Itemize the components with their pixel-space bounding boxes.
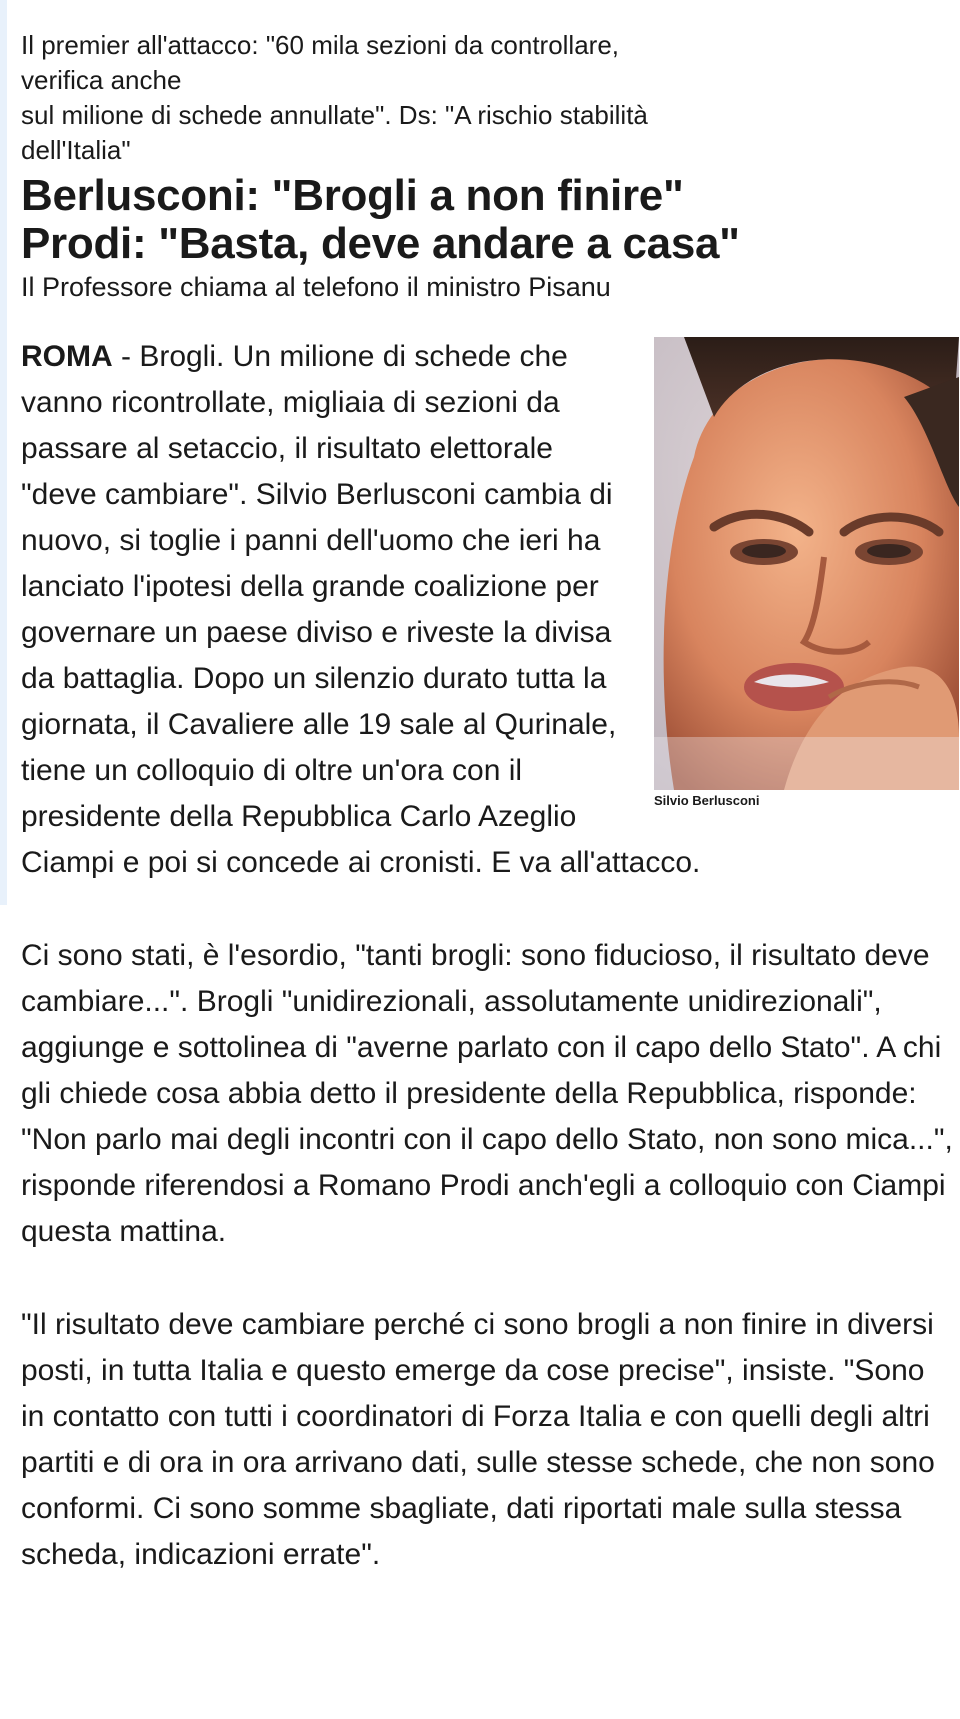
article-kicker — [21, 28, 956, 168]
kicker-line: sul milione di schede annullate". Ds: "A rischio stabilità — [21, 100, 648, 130]
article-body — [21, 334, 956, 1578]
paragraph-text: - Brogli. Un milione di schede che vanno ricontrollate, migliaia di sezioni da passare al setaccio, il risultato elettorale "deve cambiare". Silvio Berlusconi cambia di nuovo, si toglie i panni dell'uomo che ieri ha lanciato l'ipotesi della grande coalizione per governare un paese diviso e riveste la divisa da battaglia. Dopo un silenzio durato tutta la giornata, il Cavaliere alle 19 sale al Qurinale, tiene un colloquio di oltre un'ora con il presidente della Repubblica Carlo Azeglio Ciampi e poi si concede ai cronisti. E va all'attacco. — [21, 340, 701, 879]
article-subheadline: Il Professore chiama al telefono il ministro Pisanu — [21, 272, 611, 302]
portrait-photo — [654, 337, 959, 790]
article-headline — [21, 172, 956, 268]
headline-line: Berlusconi: "Brogli a non finire" — [21, 171, 684, 220]
left-edge-strip — [0, 0, 7, 905]
photo-caption: Silvio Berlusconi — [654, 793, 760, 808]
photo-figure — [654, 334, 959, 809]
kicker-line: verifica anche — [21, 65, 182, 95]
kicker-line: Il premier all'attacco: "60 mila sezioni da controllare, — [21, 30, 620, 60]
article-page — [21, 28, 956, 1625]
headline-line: Prodi: "Basta, deve andare a casa" — [21, 219, 740, 268]
dateline: ROMA — [21, 340, 113, 373]
kicker-line: dell'Italia" — [21, 135, 131, 165]
body-paragraph: Ci sono stati, è l'esordio, "tanti brogli: sono fiducioso, il risultato deve cambiare...". Brogli "unidirezionali, assolutamente unidirezionali", aggiunge e sottolinea di "averne parlato con il capo dello Stato". A chi gli chiede cosa abbia detto il presidente della Repubblica, risponde: "Non parlo mai degli incontri con il capo dello Stato, non sono mica...", risponde riferendosi a Romano Prodi anch'egli a colloquio con Ciampi questa mattina. — [21, 939, 953, 1248]
body-paragraph: "Il risultato deve cambiare perché ci sono brogli a non finire in diversi posti, in tutta Italia e questo emerge da cose precise", insiste. "Sono in contatto con tutti i coordinatori di Forza Italia e con quelli degli altri partiti e di ora in ora arrivano dati, sulle stesse schede, che non sono conformi. Ci sono somme sbagliate, dati riportati male sulla stessa scheda, indicazioni errate". — [21, 1308, 935, 1571]
